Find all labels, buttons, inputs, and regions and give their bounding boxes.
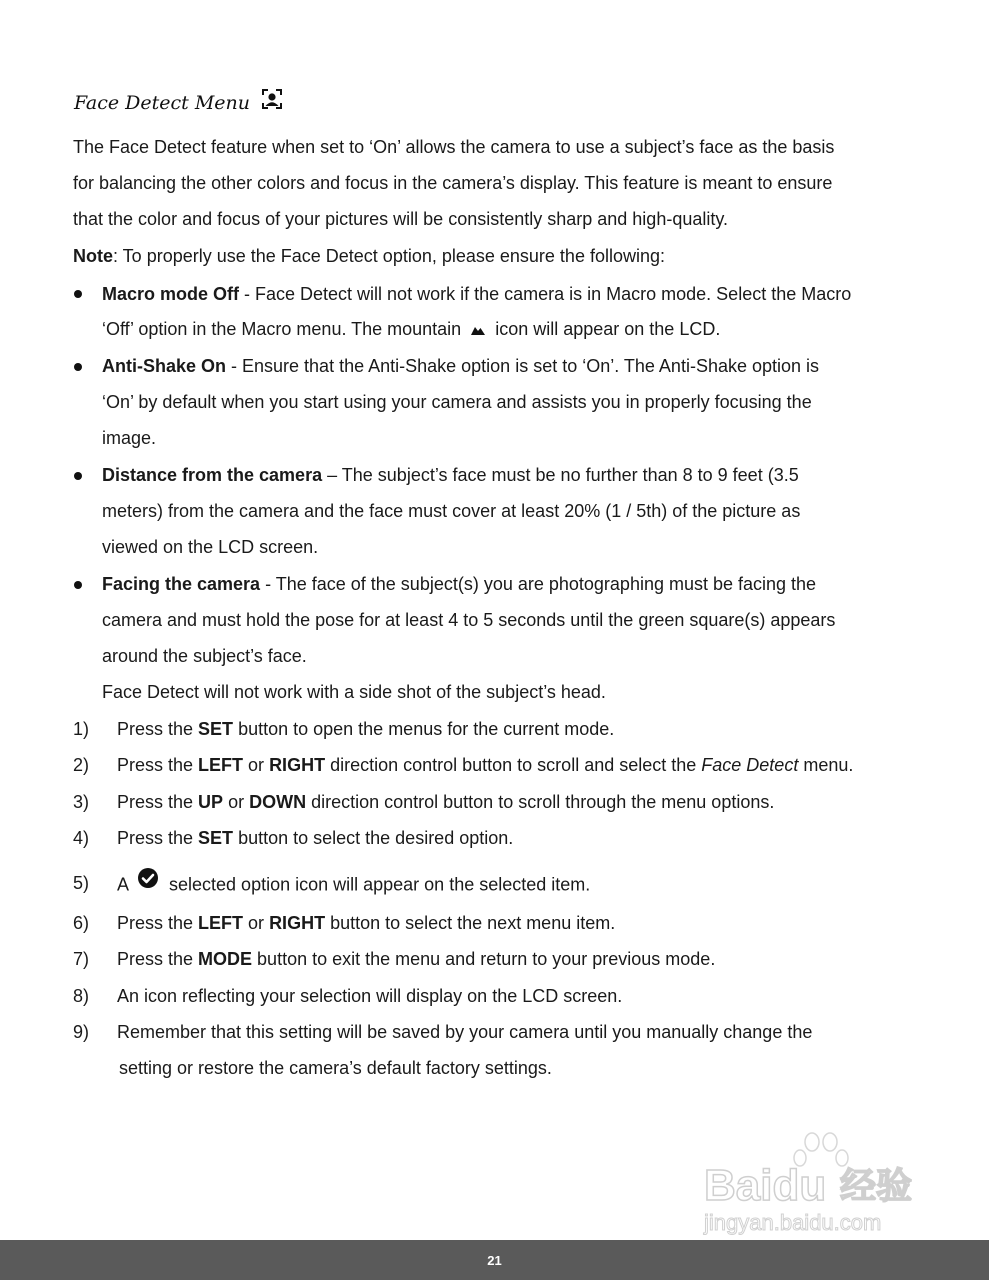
step-number: 2) — [73, 755, 90, 775]
step-number: 4) — [73, 828, 90, 848]
bullet-1-line-2: ‘Off’ option in the Macro menu. The mountain icon will appear on the LCD. — [102, 318, 720, 341]
bullet-4-line-3: around the subject’s face. — [102, 646, 307, 666]
bullet-3-line-2: meters) from the camera and the face must cover at least 20% (1 / 5th) of the picture as — [102, 501, 801, 521]
step-number: 1) — [73, 719, 90, 739]
step-number: 7) — [73, 949, 90, 969]
bullet-1-title: Macro mode Off — [102, 284, 240, 304]
bullet-3-line-3: viewed on the LCD screen. — [102, 537, 319, 557]
note-text: : To properly use the Face Detect option, please ensure the following: — [113, 246, 665, 266]
face-detect-icon — [262, 89, 282, 109]
bullet-2-line-3: image. — [102, 428, 157, 448]
step-2: Press the LEFT or RIGHT direction control button to scroll and select the Face Detect menu. — [117, 755, 854, 775]
bullet-2-line-1: Anti-Shake On - Ensure that the Anti-Shake option is set to ‘On’. The Anti-Shake option is — [102, 356, 820, 376]
bullet-1-line-1: Macro mode Off - Face Detect will not work if the camera is in Macro mode. Select the Macro — [102, 284, 852, 304]
bullet-2-line-2: ‘On’ by default when you start using your camera and assists you in properly focusing the — [102, 392, 812, 412]
note-label: Note — [73, 246, 113, 266]
intro-line-1: The Face Detect feature when set to ‘On’ allows the camera to use a subject’s face as the basis — [73, 137, 835, 157]
mountain-icon — [471, 319, 485, 341]
step-9-line-1: Remember that this setting will be saved by your camera until you manually change the — [117, 1022, 813, 1042]
step-number: 5) — [73, 873, 90, 893]
step-6: Press the LEFT or RIGHT button to select the next menu item. — [117, 913, 616, 933]
bullet-4-line-1: Facing the camera - The face of the subject(s) you are photographing must be facing the — [102, 574, 817, 594]
watermark-url: jingyan.baidu.com — [704, 1210, 882, 1235]
intro-line-3: that the color and focus of your pictures will be consistently sharp and high-quality. — [73, 209, 729, 229]
step-3: Press the UP or DOWN direction control button to scroll through the menu options. — [117, 792, 775, 812]
step-number: 9) — [73, 1022, 90, 1042]
step-9-line-2: setting or restore the camera’s default factory settings. — [119, 1058, 552, 1078]
bullet-dot — [74, 581, 82, 589]
step-5: A selected option icon will appear on the selected item. — [117, 872, 590, 899]
page-footer — [0, 1240, 989, 1280]
step-7: Press the MODE button to exit the menu and return to your previous mode. — [117, 949, 716, 969]
note-line — [73, 245, 665, 267]
bullet-4-line-2: camera and must hold the pose for at least 4 to 5 seconds until the green square(s) appears — [102, 610, 836, 630]
step-4: Press the SET button to select the desired option. — [117, 828, 514, 848]
bullet-dot — [74, 290, 82, 298]
bullet-dot — [74, 472, 82, 480]
baidu-watermark — [700, 1130, 930, 1240]
step-1: Press the SET button to open the menus for the current mode. — [117, 719, 615, 739]
bullet-3-title: Distance from the camera — [102, 465, 323, 485]
step-number: 6) — [73, 913, 90, 933]
checkmark-circle-icon — [137, 867, 159, 894]
page-number: 21 — [487, 1252, 502, 1268]
step-number: 8) — [73, 986, 90, 1006]
bullet-3-line-1: Distance from the camera – The subject’s face must be no further than 8 to 9 feet (3.5 — [102, 465, 799, 485]
watermark-brand: Baidu — [704, 1161, 827, 1210]
bullet-4-line-4: Face Detect will not work with a side shot of the subject’s head. — [102, 682, 606, 702]
intro-line-2: for balancing the other colors and focus in the camera’s display. This feature is meant to ensure — [73, 173, 833, 193]
step-8: An icon reflecting your selection will display on the LCD screen. — [117, 986, 623, 1006]
step-number: 3) — [73, 792, 90, 812]
bullet-dot — [74, 363, 82, 371]
bullet-2-title: Anti-Shake On — [102, 356, 227, 376]
watermark-cn: 经验 — [840, 1166, 913, 1207]
section-heading — [74, 92, 282, 114]
heading-text: Face Detect Menu — [74, 92, 250, 114]
bullet-4-title: Facing the camera — [102, 574, 261, 594]
